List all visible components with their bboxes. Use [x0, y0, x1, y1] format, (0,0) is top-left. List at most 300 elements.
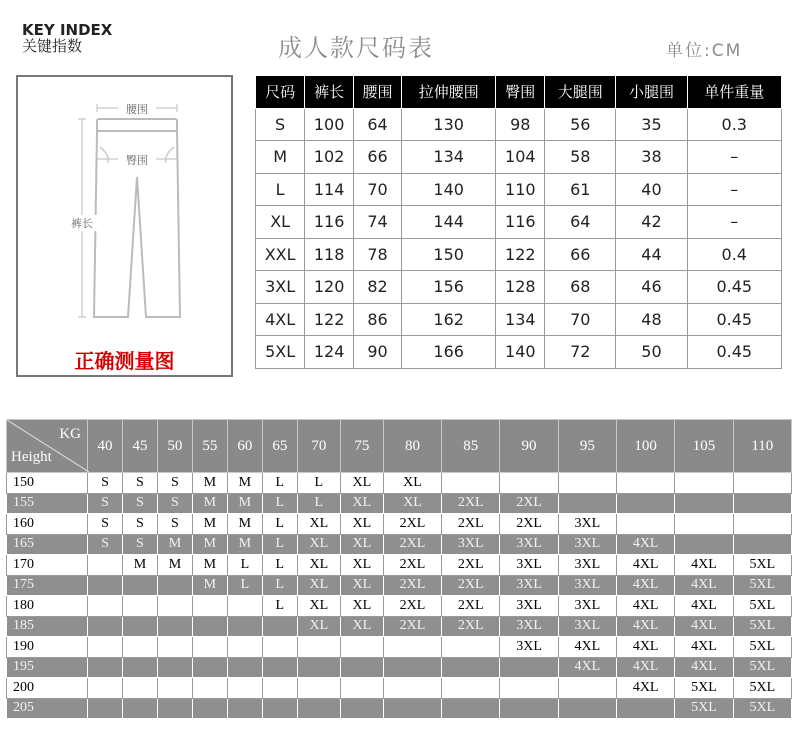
weight-col-header: 60: [227, 420, 262, 473]
size-recommendation-cell: 3XL: [558, 534, 616, 555]
size-recommendation-cell: [262, 637, 297, 658]
size-recommendation-cell: [192, 596, 227, 617]
size-col-header: 裤长: [305, 76, 354, 109]
size-cell: 156: [402, 271, 496, 304]
height-row: [7, 616, 792, 637]
size-recommendation-cell: S: [88, 473, 123, 494]
size-recommendation-cell: 5XL: [733, 555, 791, 576]
size-recommendation-cell: [262, 657, 297, 678]
size-recommendation-cell: 5XL: [733, 678, 791, 699]
size-recommendation-cell: XL: [383, 473, 441, 494]
size-recommendation-cell: L: [227, 575, 262, 596]
size-recommendation-cell: 3XL: [500, 575, 558, 596]
size-recommendation-cell: [157, 616, 192, 637]
size-recommendation-cell: 4XL: [675, 575, 733, 596]
size-row: [256, 141, 782, 174]
size-recommendation-cell: M: [227, 473, 262, 494]
size-recommendation-cell: M: [157, 555, 192, 576]
size-recommendation-cell: 5XL: [733, 575, 791, 596]
corner-cell: [7, 420, 88, 473]
size-recommendation-cell: XL: [340, 555, 383, 576]
height-row: [7, 534, 792, 555]
size-cell: 0.45: [687, 303, 781, 336]
size-recommendation-cell: XL: [340, 616, 383, 637]
size-cell: 48: [616, 303, 687, 336]
size-col-header: 小腿围: [616, 76, 687, 109]
size-recommendation-cell: [88, 678, 123, 699]
size-recommendation-cell: [227, 637, 262, 658]
size-recommendation-cell: L: [262, 493, 297, 514]
size-recommendation-cell: 4XL: [617, 678, 675, 699]
size-recommendation-cell: [733, 473, 791, 494]
size-cell: 64: [354, 108, 402, 141]
size-recommendation-cell: [192, 616, 227, 637]
size-recommendation-cell: [122, 596, 157, 617]
size-recommendation-cell: [297, 698, 340, 719]
size-recommendation-cell: [383, 698, 441, 719]
size-recommendation-cell: [442, 657, 500, 678]
size-recommendation-cell: L: [297, 473, 340, 494]
size-recommendation-cell: [227, 657, 262, 678]
size-recommendation-cell: [157, 657, 192, 678]
size-recommendation-cell: 2XL: [442, 514, 500, 535]
height-row: [7, 493, 792, 514]
size-recommendation-cell: [675, 493, 733, 514]
size-recommendation-cell: XL: [340, 596, 383, 617]
size-recommendation-cell: 5XL: [733, 637, 791, 658]
height-row: [7, 657, 792, 678]
height-cell: 190: [7, 637, 88, 658]
height-cell: 200: [7, 678, 88, 699]
size-recommendation-cell: [262, 678, 297, 699]
size-recommendation-cell: [122, 698, 157, 719]
size-recommendation-cell: [500, 473, 558, 494]
size-cell: 40: [616, 173, 687, 206]
size-recommendation-cell: M: [192, 534, 227, 555]
size-row: [256, 206, 782, 239]
height-cell: 175: [7, 575, 88, 596]
key-index-cn: 关键指数: [22, 37, 83, 55]
size-cell: 124: [305, 336, 354, 369]
size-cell: 118: [305, 238, 354, 271]
weight-header-row: [7, 420, 792, 473]
size-recommendation-cell: 4XL: [675, 596, 733, 617]
size-recommendation-cell: M: [227, 493, 262, 514]
size-cell: 116: [305, 206, 354, 239]
size-cell: 130: [402, 108, 496, 141]
size-recommendation-cell: [558, 493, 616, 514]
weight-col-header: 50: [157, 420, 192, 473]
size-recommendation-cell: XL: [340, 473, 383, 494]
weight-col-header: 85: [442, 420, 500, 473]
size-recommendation-cell: [340, 637, 383, 658]
size-recommendation-cell: XL: [297, 555, 340, 576]
size-recommendation-cell: 4XL: [675, 555, 733, 576]
size-cell: 78: [354, 238, 402, 271]
size-recommendation-cell: M: [192, 473, 227, 494]
size-recommendation-cell: L: [262, 514, 297, 535]
height-cell: 180: [7, 596, 88, 617]
size-cell: 0.4: [687, 238, 781, 271]
size-recommendation-cell: [558, 473, 616, 494]
size-row: [256, 173, 782, 206]
size-cell: 3XL: [256, 271, 305, 304]
size-cell: 144: [402, 206, 496, 239]
size-recommendation-cell: [733, 493, 791, 514]
size-recommendation-cell: S: [157, 514, 192, 535]
size-recommendation-cell: M: [192, 493, 227, 514]
weight-col-header: 105: [675, 420, 733, 473]
size-recommendation-cell: XL: [340, 493, 383, 514]
size-recommendation-cell: 3XL: [558, 555, 616, 576]
size-cell: S: [256, 108, 305, 141]
size-recommendation-cell: 2XL: [383, 555, 441, 576]
size-cell: 134: [402, 141, 496, 174]
size-recommendation-cell: [442, 698, 500, 719]
size-recommendation-cell: 4XL: [617, 657, 675, 678]
size-recommendation-cell: [617, 514, 675, 535]
size-recommendation-cell: S: [122, 473, 157, 494]
height-row: [7, 698, 792, 719]
size-cell: 70: [354, 173, 402, 206]
size-recommendation-cell: XL: [383, 493, 441, 514]
size-recommendation-cell: [262, 616, 297, 637]
size-recommendation-cell: [675, 473, 733, 494]
size-recommendation-cell: 5XL: [733, 698, 791, 719]
size-recommendation-cell: 4XL: [617, 534, 675, 555]
size-recommendation-cell: [227, 678, 262, 699]
size-recommendation-cell: XL: [340, 575, 383, 596]
unit-label: 单位:CM: [666, 41, 743, 61]
size-cell: 66: [545, 238, 616, 271]
size-cell: 100: [305, 108, 354, 141]
size-recommendation-cell: [558, 698, 616, 719]
height-cell: 205: [7, 698, 88, 719]
size-recommendation-cell: [297, 637, 340, 658]
size-recommendation-cell: S: [122, 514, 157, 535]
size-recommendation-cell: 3XL: [558, 575, 616, 596]
size-recommendation-cell: [122, 575, 157, 596]
size-recommendation-cell: XL: [340, 534, 383, 555]
size-recommendation-cell: 4XL: [675, 637, 733, 658]
size-cell: 42: [616, 206, 687, 239]
size-cell: –: [687, 173, 781, 206]
size-cell: 82: [354, 271, 402, 304]
size-recommendation-cell: [122, 616, 157, 637]
size-recommendation-cell: S: [122, 534, 157, 555]
size-recommendation-cell: [442, 473, 500, 494]
size-recommendation-cell: 4XL: [558, 657, 616, 678]
size-cell: 66: [354, 141, 402, 174]
size-cell: XXL: [256, 238, 305, 271]
size-recommendation-cell: [88, 616, 123, 637]
size-recommendation-cell: XL: [297, 596, 340, 617]
size-recommendation-cell: [297, 678, 340, 699]
size-table-header: [256, 76, 782, 109]
size-col-header: 拉伸腰围: [402, 76, 496, 109]
size-recommendation-cell: [192, 637, 227, 658]
size-recommendation-cell: M: [227, 514, 262, 535]
height-cell: 160: [7, 514, 88, 535]
size-cell: 122: [305, 303, 354, 336]
size-table: [255, 75, 782, 369]
size-recommendation-cell: L: [297, 493, 340, 514]
size-cell: 122: [496, 238, 545, 271]
size-recommendation-cell: 2XL: [442, 575, 500, 596]
size-cell: 46: [616, 271, 687, 304]
size-recommendation-cell: [383, 637, 441, 658]
size-recommendation-cell: [122, 637, 157, 658]
size-cell: 110: [496, 173, 545, 206]
diagram-caption: 正确测量图: [74, 349, 175, 373]
size-recommendation-cell: XL: [297, 534, 340, 555]
size-cell: 114: [305, 173, 354, 206]
size-recommendation-cell: [122, 657, 157, 678]
size-recommendation-cell: [227, 596, 262, 617]
size-recommendation-cell: M: [122, 555, 157, 576]
size-recommendation-cell: [617, 493, 675, 514]
size-recommendation-cell: L: [262, 555, 297, 576]
size-cell: 104: [496, 141, 545, 174]
size-recommendation-cell: [733, 514, 791, 535]
size-recommendation-cell: [122, 678, 157, 699]
size-recommendation-cell: [88, 637, 123, 658]
size-cell: L: [256, 173, 305, 206]
size-recommendation-cell: 2XL: [442, 596, 500, 617]
size-recommendation-cell: S: [122, 493, 157, 514]
size-col-header: 腰围: [354, 76, 402, 109]
weight-col-header: 70: [297, 420, 340, 473]
size-recommendation-cell: [192, 678, 227, 699]
size-recommendation-cell: 2XL: [383, 575, 441, 596]
size-recommendation-cell: [157, 575, 192, 596]
size-recommendation-cell: [617, 698, 675, 719]
size-recommendation-cell: [733, 534, 791, 555]
size-recommendation-cell: [442, 637, 500, 658]
weight-col-header: 75: [340, 420, 383, 473]
size-recommendation-cell: [500, 698, 558, 719]
size-recommendation-cell: S: [157, 473, 192, 494]
pants-icon: [18, 77, 231, 377]
size-recommendation-cell: 2XL: [383, 514, 441, 535]
size-recommendation-cell: 5XL: [675, 698, 733, 719]
size-col-header: 大腿围: [545, 76, 616, 109]
size-recommendation-cell: XL: [297, 616, 340, 637]
size-recommendation-cell: 4XL: [675, 616, 733, 637]
height-row: [7, 555, 792, 576]
size-recommendation-cell: [192, 698, 227, 719]
kg-label: KG: [59, 426, 81, 442]
height-row: [7, 678, 792, 699]
size-cell: 120: [305, 271, 354, 304]
size-cell: 38: [616, 141, 687, 174]
size-recommendation-cell: 5XL: [675, 678, 733, 699]
size-cell: 74: [354, 206, 402, 239]
size-recommendation-cell: L: [262, 596, 297, 617]
size-cell: 61: [545, 173, 616, 206]
height-weight-table: [6, 419, 792, 719]
size-recommendation-cell: [157, 678, 192, 699]
size-cell: 0.3: [687, 108, 781, 141]
size-recommendation-cell: XL: [340, 514, 383, 535]
size-recommendation-cell: 5XL: [733, 616, 791, 637]
size-row: [256, 271, 782, 304]
size-recommendation-cell: [442, 678, 500, 699]
size-cell: 90: [354, 336, 402, 369]
size-row: [256, 108, 782, 141]
size-recommendation-cell: [88, 657, 123, 678]
size-recommendation-cell: 3XL: [500, 555, 558, 576]
size-recommendation-cell: 4XL: [617, 596, 675, 617]
height-cell: 165: [7, 534, 88, 555]
size-cell: 50: [616, 336, 687, 369]
size-recommendation-cell: [88, 698, 123, 719]
size-cell: 68: [545, 271, 616, 304]
weight-col-header: 110: [733, 420, 791, 473]
weight-col-header: 65: [262, 420, 297, 473]
height-cell: 185: [7, 616, 88, 637]
key-index-en: KEY INDEX: [22, 21, 113, 39]
size-recommendation-cell: S: [157, 493, 192, 514]
size-recommendation-cell: L: [262, 534, 297, 555]
size-recommendation-cell: [262, 698, 297, 719]
size-cell: 0.45: [687, 336, 781, 369]
height-row: [7, 514, 792, 535]
size-col-header: 单件重量: [687, 76, 781, 109]
size-recommendation-cell: 4XL: [617, 637, 675, 658]
height-label: Height: [11, 449, 52, 465]
size-recommendation-cell: [383, 678, 441, 699]
size-recommendation-cell: 3XL: [500, 616, 558, 637]
size-recommendation-cell: [88, 555, 123, 576]
weight-col-header: 40: [88, 420, 123, 473]
size-cell: 58: [545, 141, 616, 174]
height-row: [7, 637, 792, 658]
size-cell: 102: [305, 141, 354, 174]
size-cell: 98: [496, 108, 545, 141]
size-recommendation-cell: 3XL: [500, 637, 558, 658]
size-cell: 140: [402, 173, 496, 206]
size-recommendation-cell: M: [157, 534, 192, 555]
size-cell: 35: [616, 108, 687, 141]
size-row: [256, 238, 782, 271]
size-recommendation-cell: 4XL: [558, 637, 616, 658]
size-cell: 128: [496, 271, 545, 304]
weight-col-header: 80: [383, 420, 441, 473]
size-cell: 44: [616, 238, 687, 271]
key-index-label: [22, 22, 112, 54]
height-cell: 195: [7, 657, 88, 678]
height-cell: 170: [7, 555, 88, 576]
size-recommendation-cell: 2XL: [383, 616, 441, 637]
weight-col-header: 45: [122, 420, 157, 473]
size-recommendation-cell: [297, 657, 340, 678]
size-recommendation-cell: [157, 596, 192, 617]
size-recommendation-cell: M: [192, 575, 227, 596]
size-recommendation-cell: [88, 575, 123, 596]
size-recommendation-cell: 2XL: [383, 534, 441, 555]
size-recommendation-cell: M: [227, 534, 262, 555]
size-recommendation-cell: [340, 657, 383, 678]
size-recommendation-cell: [192, 657, 227, 678]
size-recommendation-cell: [383, 657, 441, 678]
weight-col-header: 90: [500, 420, 558, 473]
size-recommendation-cell: [558, 678, 616, 699]
size-recommendation-cell: L: [262, 473, 297, 494]
size-recommendation-cell: 4XL: [617, 555, 675, 576]
size-recommendation-cell: [500, 657, 558, 678]
size-recommendation-cell: XL: [297, 514, 340, 535]
page-title: 成人款尺码表: [278, 34, 434, 62]
size-recommendation-cell: 2XL: [500, 493, 558, 514]
size-row: [256, 303, 782, 336]
size-recommendation-cell: L: [262, 575, 297, 596]
size-recommendation-cell: 2XL: [442, 555, 500, 576]
height-row: [7, 575, 792, 596]
size-cell: –: [687, 141, 781, 174]
weight-col-header: 100: [617, 420, 675, 473]
size-recommendation-cell: S: [88, 534, 123, 555]
size-recommendation-cell: 3XL: [558, 596, 616, 617]
size-recommendation-cell: 2XL: [500, 514, 558, 535]
length-label: 裤长: [71, 217, 93, 230]
size-recommendation-cell: 3XL: [442, 534, 500, 555]
size-recommendation-cell: [340, 678, 383, 699]
size-cell: 166: [402, 336, 496, 369]
size-recommendation-cell: L: [227, 555, 262, 576]
size-recommendation-cell: 3XL: [558, 616, 616, 637]
size-cell: 116: [496, 206, 545, 239]
size-recommendation-cell: [227, 698, 262, 719]
size-cell: 56: [545, 108, 616, 141]
size-cell: 64: [545, 206, 616, 239]
waist-label: 腰围: [126, 103, 148, 116]
height-row: [7, 473, 792, 494]
size-recommendation-cell: [157, 698, 192, 719]
size-recommendation-cell: 5XL: [733, 657, 791, 678]
size-recommendation-cell: 5XL: [733, 596, 791, 617]
size-recommendation-cell: 3XL: [500, 596, 558, 617]
size-recommendation-cell: 2XL: [383, 596, 441, 617]
size-recommendation-cell: 4XL: [617, 616, 675, 637]
size-recommendation-cell: [675, 514, 733, 535]
size-cell: M: [256, 141, 305, 174]
size-cell: –: [687, 206, 781, 239]
size-recommendation-cell: [227, 616, 262, 637]
height-row: [7, 596, 792, 617]
size-col-header: 尺码: [256, 76, 305, 109]
size-cell: 150: [402, 238, 496, 271]
height-cell: 150: [7, 473, 88, 494]
size-recommendation-cell: 4XL: [617, 575, 675, 596]
size-cell: 4XL: [256, 303, 305, 336]
size-cell: 86: [354, 303, 402, 336]
size-recommendation-cell: 4XL: [675, 657, 733, 678]
size-recommendation-cell: M: [192, 514, 227, 535]
size-recommendation-cell: [157, 637, 192, 658]
height-cell: 155: [7, 493, 88, 514]
size-cell: 162: [402, 303, 496, 336]
size-recommendation-cell: S: [88, 514, 123, 535]
hip-label: 臀围: [126, 154, 148, 167]
size-recommendation-cell: 3XL: [558, 514, 616, 535]
size-cell: 0.45: [687, 271, 781, 304]
size-recommendation-cell: M: [192, 555, 227, 576]
size-recommendation-cell: XL: [297, 575, 340, 596]
size-recommendation-cell: 2XL: [442, 493, 500, 514]
size-col-header: 臀围: [496, 76, 545, 109]
size-row: [256, 336, 782, 369]
